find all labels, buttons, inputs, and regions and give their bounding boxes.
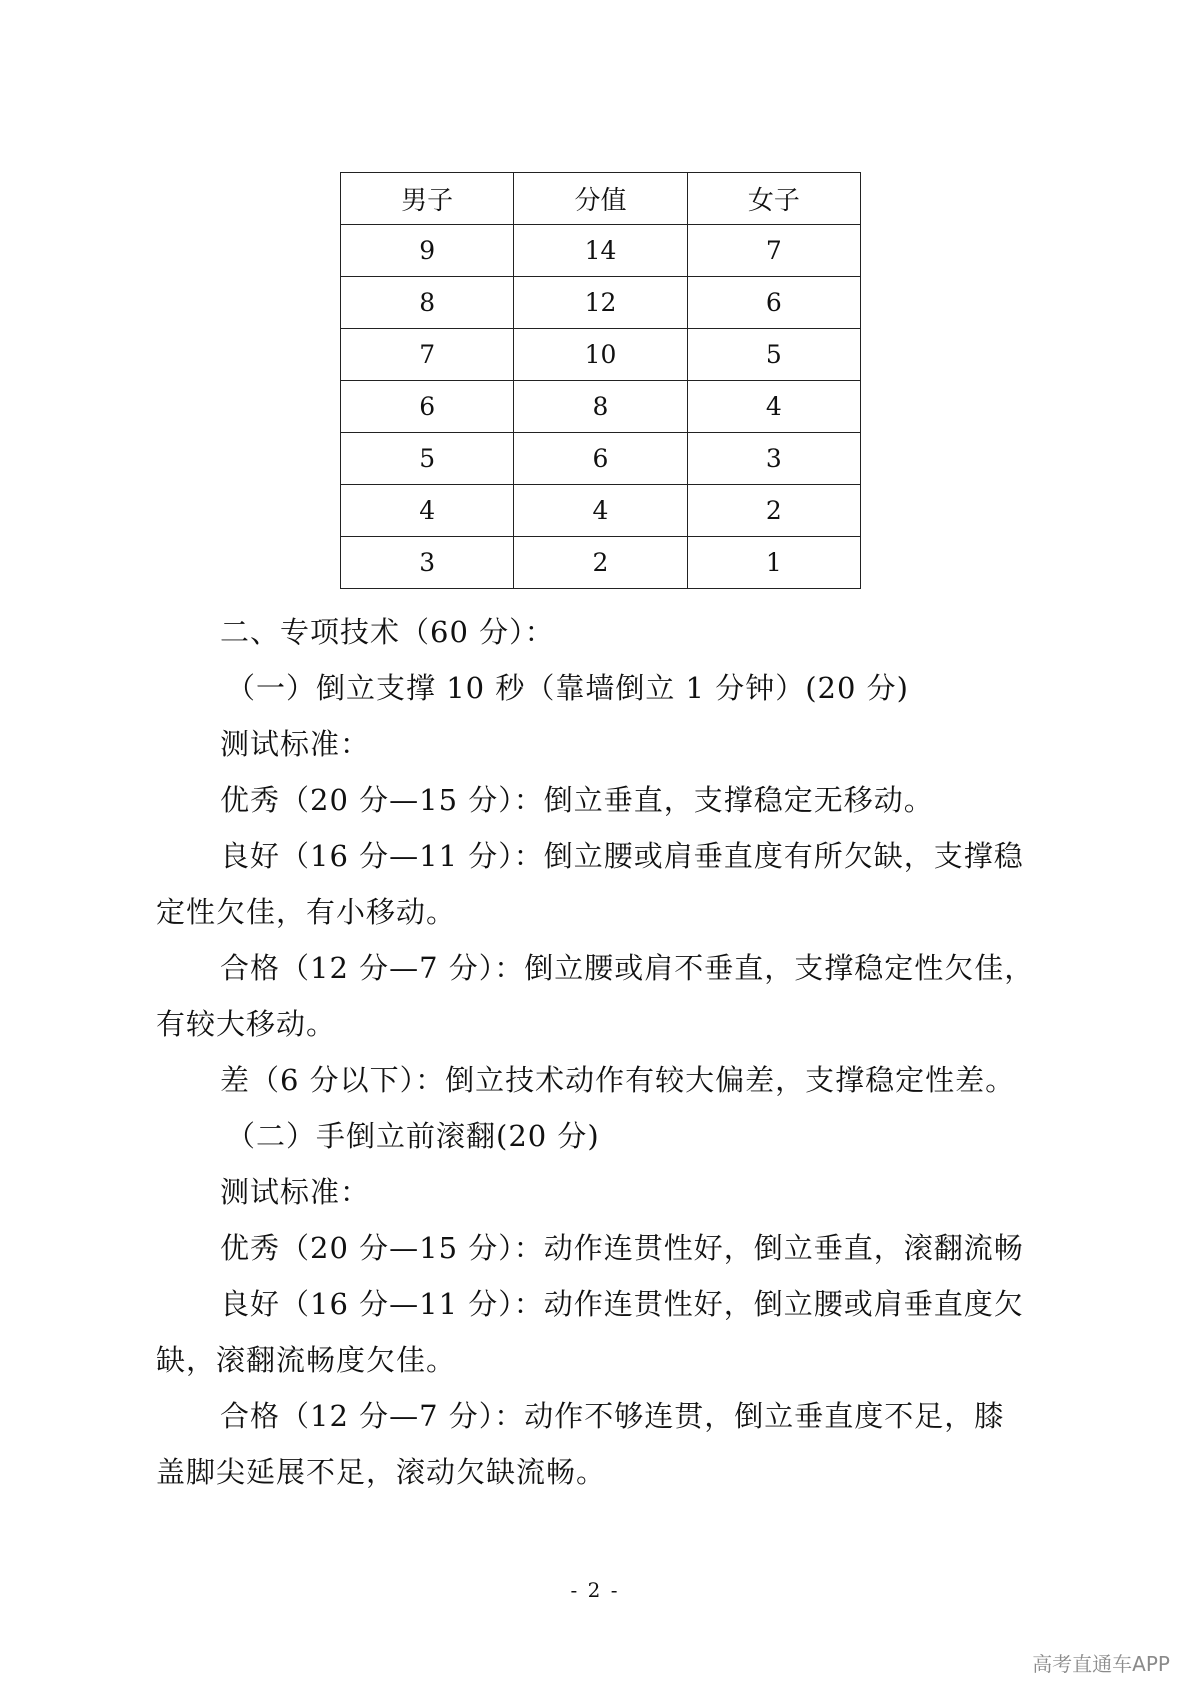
table-row (341, 537, 861, 589)
cell-male: 9 (341, 225, 514, 277)
body-line: 二、专项技术（60 分）： (220, 615, 555, 649)
cell-male: 8 (341, 277, 514, 329)
cell-score: 14 (514, 225, 687, 277)
score-table (340, 172, 861, 589)
cell-male: 5 (341, 433, 514, 485)
page-number: - 2 - (570, 1578, 620, 1602)
cell-male: 3 (341, 537, 514, 589)
body-line: 定性欠佳，有小移动。 (156, 895, 457, 929)
body-line: 盖脚尖延展不足，滚动欠缺流畅。 (156, 1455, 607, 1489)
cell-male: 4 (341, 485, 514, 537)
cell-male: 7 (341, 329, 514, 381)
table-row (341, 485, 861, 537)
header-score: 分值 (514, 173, 687, 225)
body-line: 差（6 分以下）：倒立技术动作有较大偏差，支撑稳定性差。 (220, 1063, 1016, 1097)
header-male: 男子 (341, 173, 514, 225)
cell-score: 8 (514, 381, 687, 433)
cell-female: 7 (687, 225, 860, 277)
cell-score: 12 (514, 277, 687, 329)
table-row (341, 329, 861, 381)
body-line: 测试标准： (220, 1175, 371, 1209)
watermark-text: 高考直通车APP (1032, 1652, 1170, 1676)
body-line: 良好（16 分—11 分）：动作连贯性好，倒立腰或肩垂直度欠 (220, 1287, 1024, 1321)
body-line: 良好（16 分—11 分）：倒立腰或肩垂直度有所欠缺，支撑稳 (220, 839, 1024, 873)
table-row (341, 277, 861, 329)
body-line: 测试标准： (220, 727, 371, 761)
cell-female: 3 (687, 433, 860, 485)
table-row (341, 433, 861, 485)
cell-female: 1 (687, 537, 860, 589)
body-line: 合格（12 分—7 分）：倒立腰或肩不垂直，支撑稳定性欠佳， (220, 951, 1035, 985)
document-body (156, 604, 1056, 1500)
body-line: 有较大移动。 (156, 1007, 337, 1041)
table-row (341, 381, 861, 433)
body-line: 优秀（20 分—15 分）：动作连贯性好，倒立垂直，滚翻流畅 (220, 1231, 1024, 1265)
cell-female: 2 (687, 485, 860, 537)
table-body (341, 225, 861, 589)
cell-score: 4 (514, 485, 687, 537)
cell-female: 4 (687, 381, 860, 433)
body-line: 合格（12 分—7 分）：动作不够连贯，倒立垂直度不足，膝 (220, 1399, 1005, 1433)
cell-score: 6 (514, 433, 687, 485)
cell-male: 6 (341, 381, 514, 433)
cell-female: 6 (687, 277, 860, 329)
cell-score: 2 (514, 537, 687, 589)
header-female: 女子 (687, 173, 860, 225)
body-line: 缺，滚翻流畅度欠佳。 (156, 1343, 457, 1377)
table-header-row (341, 173, 861, 225)
cell-female: 5 (687, 329, 860, 381)
body-line: （一）倒立支撑 10 秒（靠墙倒立 1 分钟）(20 分) (226, 671, 909, 705)
body-line: 优秀（20 分—15 分）：倒立垂直，支撑稳定无移动。 (220, 783, 934, 817)
cell-score: 10 (514, 329, 687, 381)
body-line: （二）手倒立前滚翻(20 分) (226, 1119, 600, 1153)
table-row (341, 225, 861, 277)
